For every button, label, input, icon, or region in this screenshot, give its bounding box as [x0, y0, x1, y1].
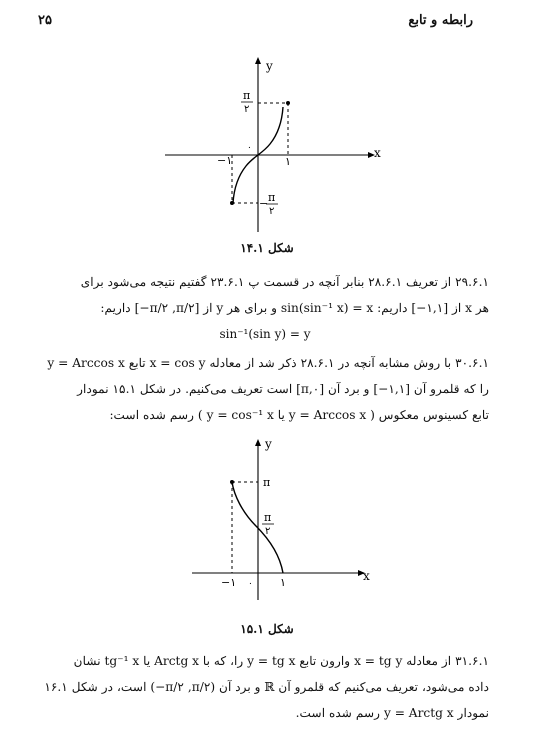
label-pi-half-num: π — [243, 89, 251, 102]
page-number: ۲۵ — [38, 13, 52, 28]
y-axis-label: y — [266, 59, 273, 73]
y2-axis-arrow — [255, 439, 261, 446]
figure2-caption: شکل ۱۵.۱ — [240, 622, 294, 636]
para1-line1: ۲۹.۶.۱ از تعریف ۲۸.۶.۱ بنابر آنچه در قسمت پ ۲۳.۶.۱ گفتیم نتیجه می‌شود برای — [80, 275, 489, 289]
label-origin: ۰ — [247, 143, 252, 153]
x2-axis-label: x — [363, 569, 370, 583]
label2-origin: ۰ — [248, 579, 253, 589]
y-axis-arrow — [255, 57, 261, 64]
label-one: ۱ — [285, 155, 291, 168]
para2-line2: را که قلمرو آن [۱,۱−] و برد آن [۰,π] است تعریف می‌کنیم. در شکل ۱۵.۱ نمودار — [77, 382, 489, 396]
label2-minus-one: −۱ — [221, 576, 237, 589]
label-neg-pi-half-den: ۲ — [269, 206, 275, 217]
point2-top — [230, 480, 234, 484]
para3-line1: ۳۱.۶.۱ از معادله x = tg y وارون تابع y = tg x را، که با Arctg x یا tg⁻¹ x نشان — [73, 654, 489, 668]
label-pi: π — [263, 476, 271, 489]
paragraph-30 — [39, 350, 489, 428]
label-minus-one: −۱ — [217, 154, 233, 167]
label2-pi-half-den: ۲ — [265, 526, 271, 537]
equation-arcsin: sin⁻¹(sin y) = y — [219, 327, 311, 341]
y2-axis-label: y — [265, 437, 272, 451]
x-axis-label: x — [374, 146, 381, 160]
label2-pi-half-num: π — [264, 511, 272, 524]
label-neg-sign: − — [259, 197, 269, 210]
label2-one: ۱ — [280, 576, 286, 589]
para3-line3: نمودار y = Arctg x رسم شده است. — [295, 706, 489, 720]
point-top — [286, 101, 290, 105]
para2-line1: ۳۰.۶.۱ با روش مشابه آنچه در ۲۸.۶.۱ ذکر شد از معادله x = cos y تابع y = Arccos x — [47, 356, 489, 370]
para3-line2: داده می‌شود، تعریف می‌کنیم که قلمرو آن ℝ و برد آن (π/۲ ,π/۲−) است، در شکل ۱۶.۱ — [44, 680, 489, 694]
label-neg-pi-half-num: π — [268, 191, 276, 204]
point-bottom — [230, 201, 234, 205]
figure1-caption: شکل ۱۴.۱ — [240, 241, 294, 255]
para2-line3: تابع کسینوس معکوس ( y = Arccos x یا y = cos⁻¹ x ) رسم شده است: — [109, 408, 489, 422]
running-header-title: رابطه و تابع — [408, 13, 473, 28]
para1-line2: هر x از [۱,۱−] داریم: sin(sin⁻¹ x) = x و برای هر y از [π/۲ ,π/۲−] داریم: — [100, 301, 489, 315]
label-pi-half-den: ۲ — [244, 104, 250, 115]
paragraph-29 — [39, 269, 489, 321]
paragraph-31 — [39, 648, 489, 726]
